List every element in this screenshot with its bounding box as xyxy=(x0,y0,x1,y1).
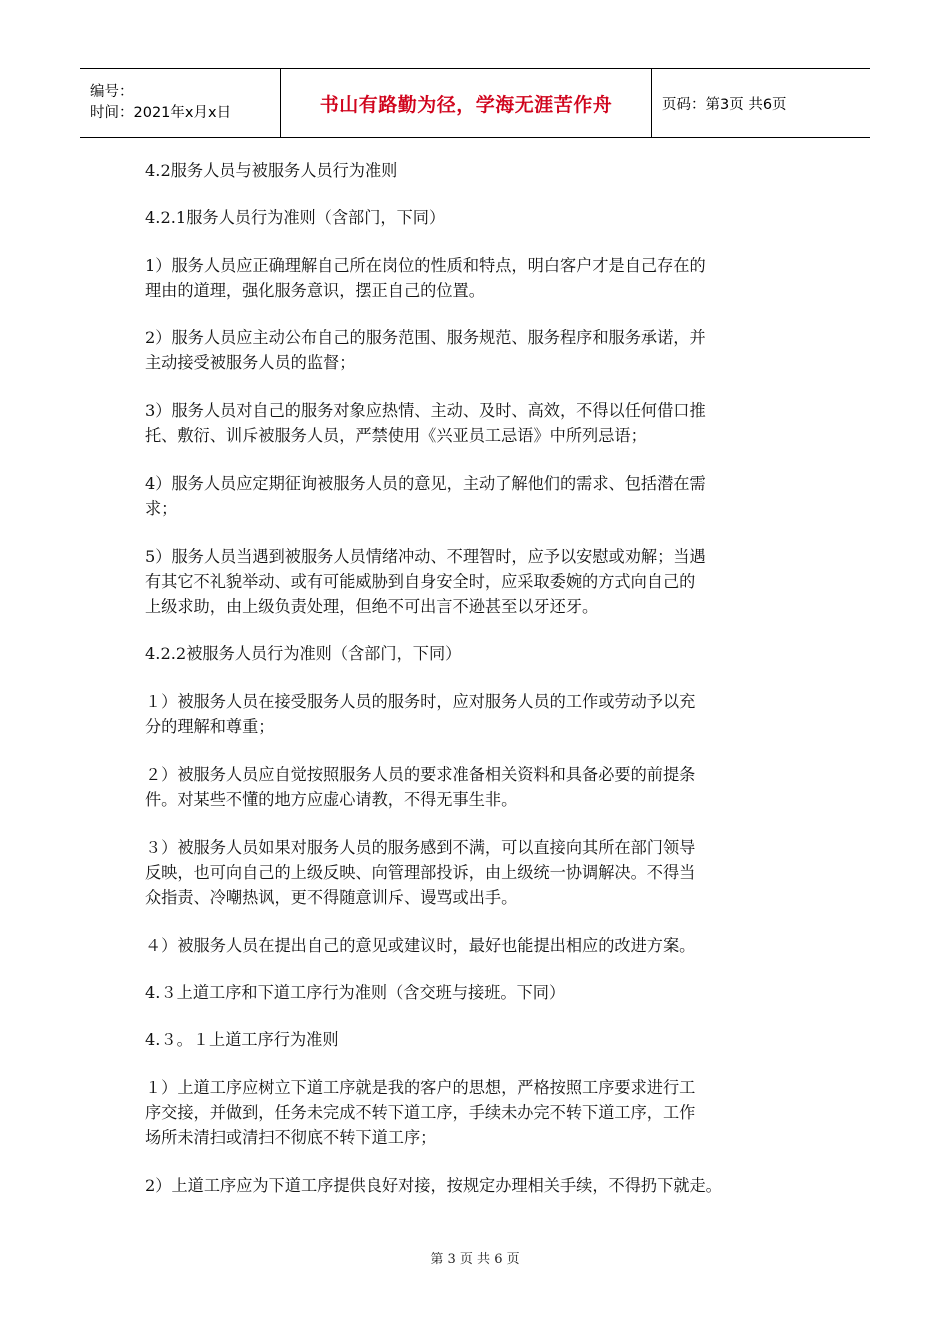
header-meta-cell xyxy=(80,69,281,137)
paragraph xyxy=(145,253,825,303)
paragraph-line: １）上道工序应树立下道工序就是我的客户的思想，严格按照工序要求进行工 xyxy=(145,1078,696,1097)
paragraph-line: 5）服务人员当遇到被服务人员情绪冲动、不理智时，应予以安慰或劝解；当遇 xyxy=(145,547,706,566)
paragraph-line: ３）被服务人员如果对服务人员的服务感到不满，可以直接向其所在部门领导 xyxy=(145,838,696,857)
paragraph-line: 上级求助，由上级负责处理，但绝不可出言不逊甚至以牙还牙。 xyxy=(145,597,599,616)
paragraph-line: 3）服务人员对自己的服务对象应热情、主动、及时、高效，不得以任何借口推 xyxy=(145,401,706,420)
paragraph-line: 2）服务人员应主动公布自己的服务范围、服务规范、服务程序和服务承诺，并 xyxy=(145,328,706,347)
paragraph-line: 场所未清扫或清扫不彻底不转下道工序； xyxy=(145,1128,437,1147)
paragraph-line: 1）服务人员应正确理解自己所在岗位的性质和特点，明白客户才是自己存在的 xyxy=(145,256,706,275)
paragraph-line: 托、敷衍、训斥被服务人员，严禁使用《兴亚员工忌语》中所列忌语； xyxy=(145,426,647,445)
paragraph-line: 众指责、冷嘲热讽，更不得随意训斥、谩骂或出手。 xyxy=(145,888,518,907)
paragraph xyxy=(145,471,825,521)
paragraph-line: 分的理解和尊重； xyxy=(145,717,275,736)
paragraph xyxy=(145,1173,825,1198)
page-footer: 第 3 页 共 6 页 xyxy=(430,1252,520,1267)
paragraph xyxy=(145,158,825,183)
paragraph xyxy=(145,1075,825,1150)
paragraph-line: 2）上道工序应为下道工序提供良好对接，按规定办理相关手续，不得扔下就走。 xyxy=(145,1176,722,1195)
paragraph-line: 件。对某些不懂的地方应虚心请教，不得无事生非。 xyxy=(145,790,518,809)
header-table xyxy=(80,68,870,138)
header-motto-cell xyxy=(281,69,652,137)
paragraph-line: 有其它不礼貌举动、或有可能威胁到自身安全时，应采取委婉的方式向自己的 xyxy=(145,572,696,591)
paragraph-line: 4.2.1服务人员行为准则（含部门，下同） xyxy=(145,208,446,227)
page-code: 页码：第3页 共6页 xyxy=(662,96,787,113)
paragraph-line: 序交接，并做到，任务未完成不转下道工序，手续未办完不转下道工序，工作 xyxy=(145,1103,696,1122)
document-body xyxy=(145,158,825,1198)
paragraph xyxy=(145,1027,825,1052)
paragraph-line: ４）被服务人员在提出自己的意见或建议时，最好也能提出相应的改进方案。 xyxy=(145,936,696,955)
motto-text: 书山有路勤为径，学海无涯苦作舟 xyxy=(319,93,613,116)
paragraph xyxy=(145,689,825,739)
paragraph-line: 主动接受被服务人员的监督； xyxy=(145,353,356,372)
paragraph xyxy=(145,762,825,812)
paragraph-line: 4.３上道工序和下道工序行为准则（含交班与接班。下同） xyxy=(145,983,566,1002)
time-line: 时间：2021年x月x日 xyxy=(90,105,232,121)
paragraph-line: 4.2.2被服务人员行为准则（含部门，下同） xyxy=(145,644,462,663)
doc-number-label: 编号： xyxy=(90,84,134,100)
paragraph xyxy=(145,544,825,619)
paragraph xyxy=(145,933,825,958)
paragraph-line: ２）被服务人员应自觉按照服务人员的要求准备相关资料和具备必要的前提条 xyxy=(145,765,696,784)
paragraph xyxy=(145,641,825,666)
paragraph-line: 求； xyxy=(145,499,178,518)
paragraph-line: 4.2服务人员与被服务人员行为准则 xyxy=(145,161,398,180)
paragraph-line: 反映，也可向自己的上级反映、向管理部投诉，由上级统一协调解决。不得当 xyxy=(145,863,696,882)
paragraph-line: 4）服务人员应定期征询被服务人员的意见，主动了解他们的需求、包括潜在需 xyxy=(145,474,706,493)
paragraph xyxy=(145,398,825,448)
paragraph xyxy=(145,835,825,910)
paragraph xyxy=(145,325,825,375)
paragraph xyxy=(145,980,825,1005)
paragraph-line: 理由的道理，强化服务意识，摆正自己的位置。 xyxy=(145,281,485,300)
paragraph-line: 4.３。１上道工序行为准则 xyxy=(145,1030,339,1049)
paragraph-line: １）被服务人员在接受服务人员的服务时，应对服务人员的工作或劳动予以充 xyxy=(145,692,696,711)
paragraph xyxy=(145,205,825,230)
header-page-cell xyxy=(652,69,870,137)
